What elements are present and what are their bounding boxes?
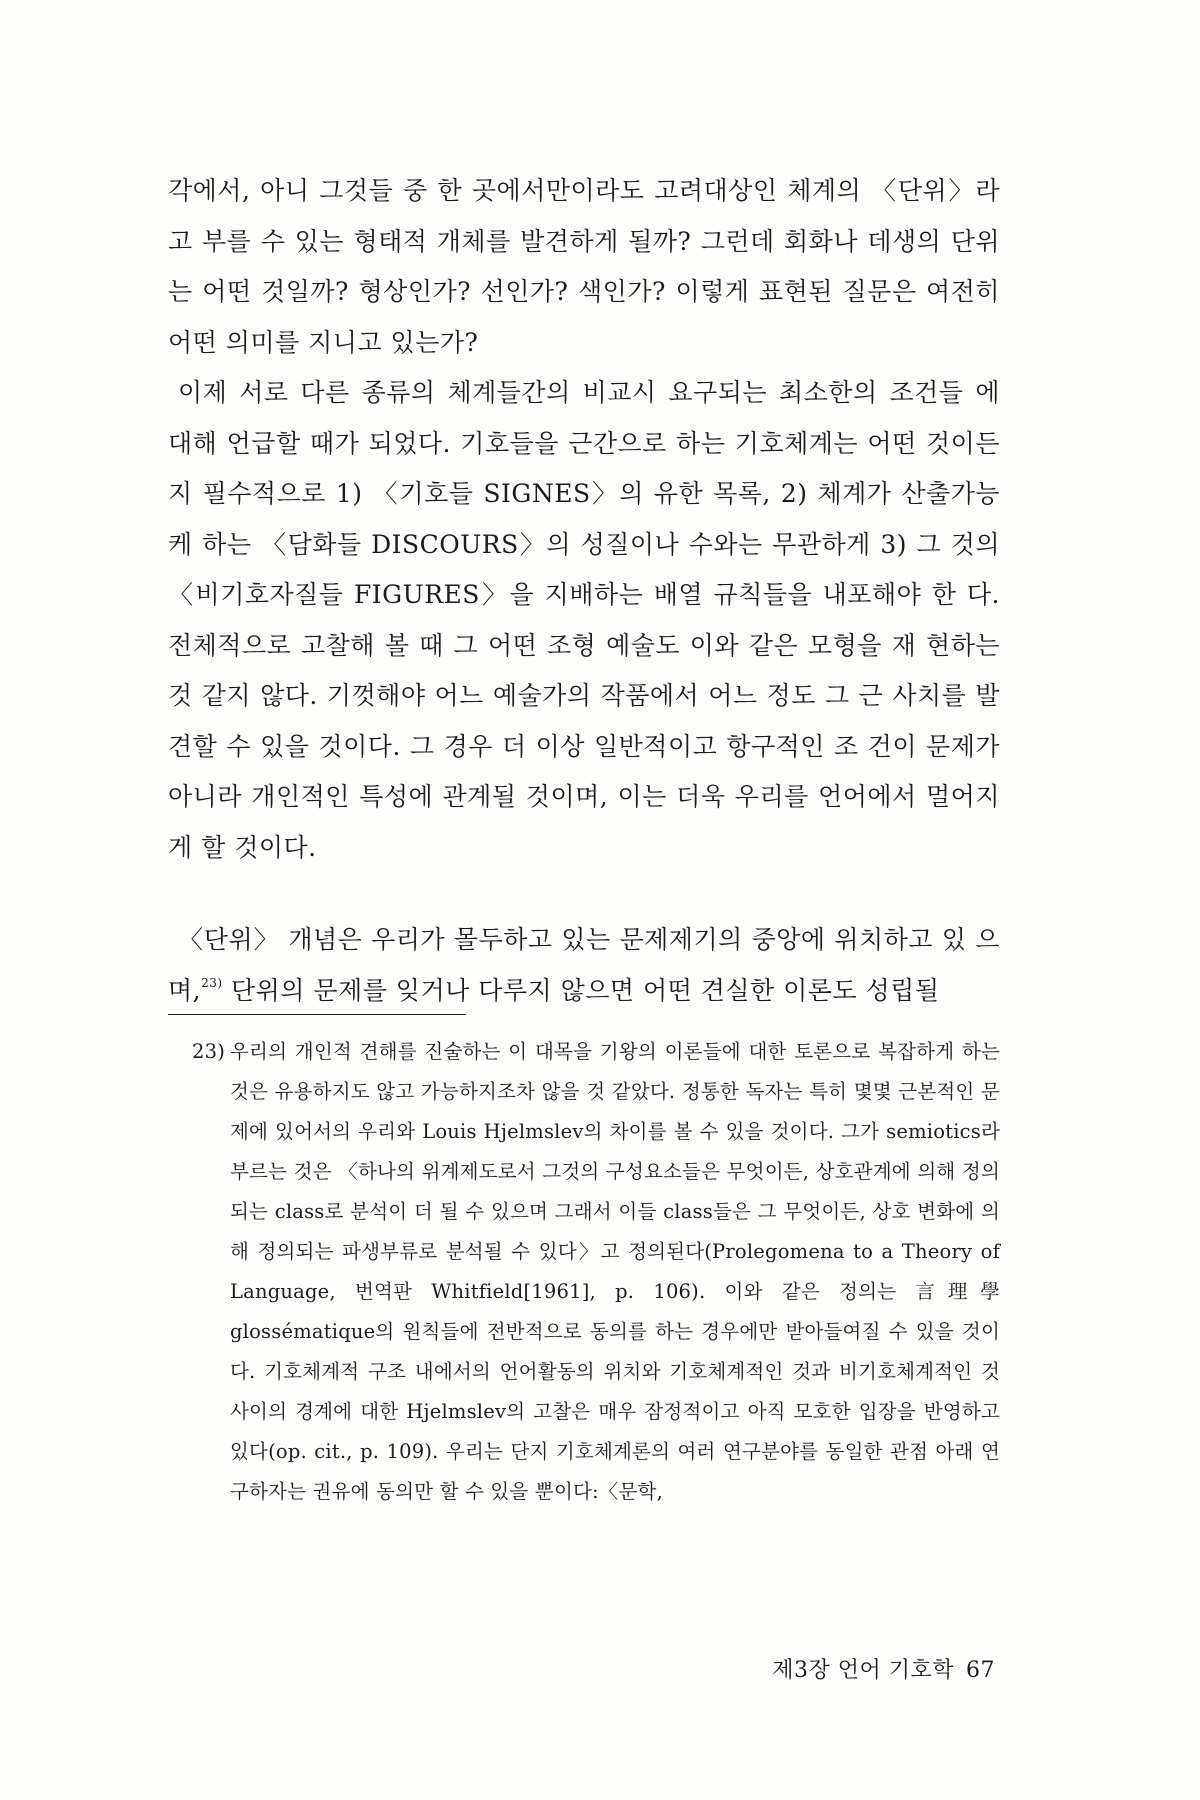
body-text [168,166,1000,1016]
paragraph-text: 〈단위〉 개념은 우리가 몰두하고 있는 문제제기의 중앙에 위치하고 있 으며, [168,925,1000,1005]
footnotes [192,1032,1000,1512]
footnote-text: 우리의 개인적 견해를 진술하는 이 대목을 기왕의 이론들에 대한 토론으로 복잡하게 하는 것은 유용하지도 않고 가능하지조차 않을 것 같았다. 정통한 독자는 특히 몇몇 근본적인 문제에 있어서의 우리와 Louis Hjelmslev의 차이를 볼 수 있을 것이다. 그가 semiotics라 부르는 것은 〈하나의 위계제도로서 그것의 구성요소들은 무엇이든, 상호관계에 의해 정의되는 class로 분석이 더 될 수 있으며 그래서 이들 class들은 그 무엇이든, 상호 변화에 의해 정의되는 파생부류로 분석될 수 있다〉고 정의된다(Prolegomena to a Theory of Language, 번역판 Whitfield[1961], p. 106). 이와 같은 정의는 言理學 glossématique의 원칙들에 전반적으로 동의를 하는 경우에만 받아들여질 수 있을 것이다. 기호체계적 구조 내에서의 언어활동의 위치와 기호체계적인 것과 비기호체계적인 것 사이의 경계에 대한 Hjelmslev의 고찰은 매우 잠정적이고 아직 모호한 입장을 반영하고 있다(op. cit., p. 109). 우리는 단지 기호체계론의 여러 연구분야를 동일한 관점 아래 연구하자는 권유에 동의만 할 수 있을 뿐이다:〈문학, [230,1040,1000,1503]
paragraph [168,915,1000,1016]
paragraph: 이제 서로 다른 종류의 체계들간의 비교시 요구되는 최소한의 조건들 에 대해 언급할 때가 되었다. 기호들을 근간으로 하는 기호체계는 어떤 것이든지 필수적으로 1) 〈기호들 SIGNES〉의 유한 목록, 2) 체계가 산출가능케 하는 〈담화들 DISCOURS〉의 성질이나 수와는 무관하게 3) 그 것의 〈비기호자질들 FIGURES〉을 지배하는 배열 규칙들을 내포해야 한 다. 전체적으로 고찰해 볼 때 그 어떤 조형 예술도 이와 같은 모형을 재 현하는 것 같지 않다. 기껏해야 어느 예술가의 작품에서 어느 정도 그 근 사치를 발견할 수 있을 것이다. 그 경우 더 이상 일반적이고 항구적인 조 건이 문제가 아니라 개인적인 특성에 관계될 것이며, 이는 더욱 우리를 언어에서 멀어지게 할 것이다. [168,378,1000,862]
footnote [192,1032,1000,1512]
page-number: 67 [966,1658,995,1683]
page-footer [772,1656,995,1686]
footnote-reference: 23) [201,975,223,990]
footnote-number: 23) [192,1040,226,1063]
running-footer-chapter: 제3장 언어 기호학 [772,1658,954,1683]
paragraph-text: 단위의 문제를 잊거나 다루지 않으면 어떤 견실한 이론도 성립될 [222,975,940,1005]
footnote-divider [168,1014,466,1015]
paragraph: 각에서, 아니 그것들 중 한 곳에서만이라도 고려대상인 체계의 〈단위〉라 고 부를 수 있는 형태적 개체를 발견하게 될까? 그런데 회화나 데생의 단위는 어떤 것일까? 형상인가? 선인가? 색인가? 이렇게 표현된 질문은 여전히 어떤 의미를 지니고 있는가? [168,176,1000,357]
